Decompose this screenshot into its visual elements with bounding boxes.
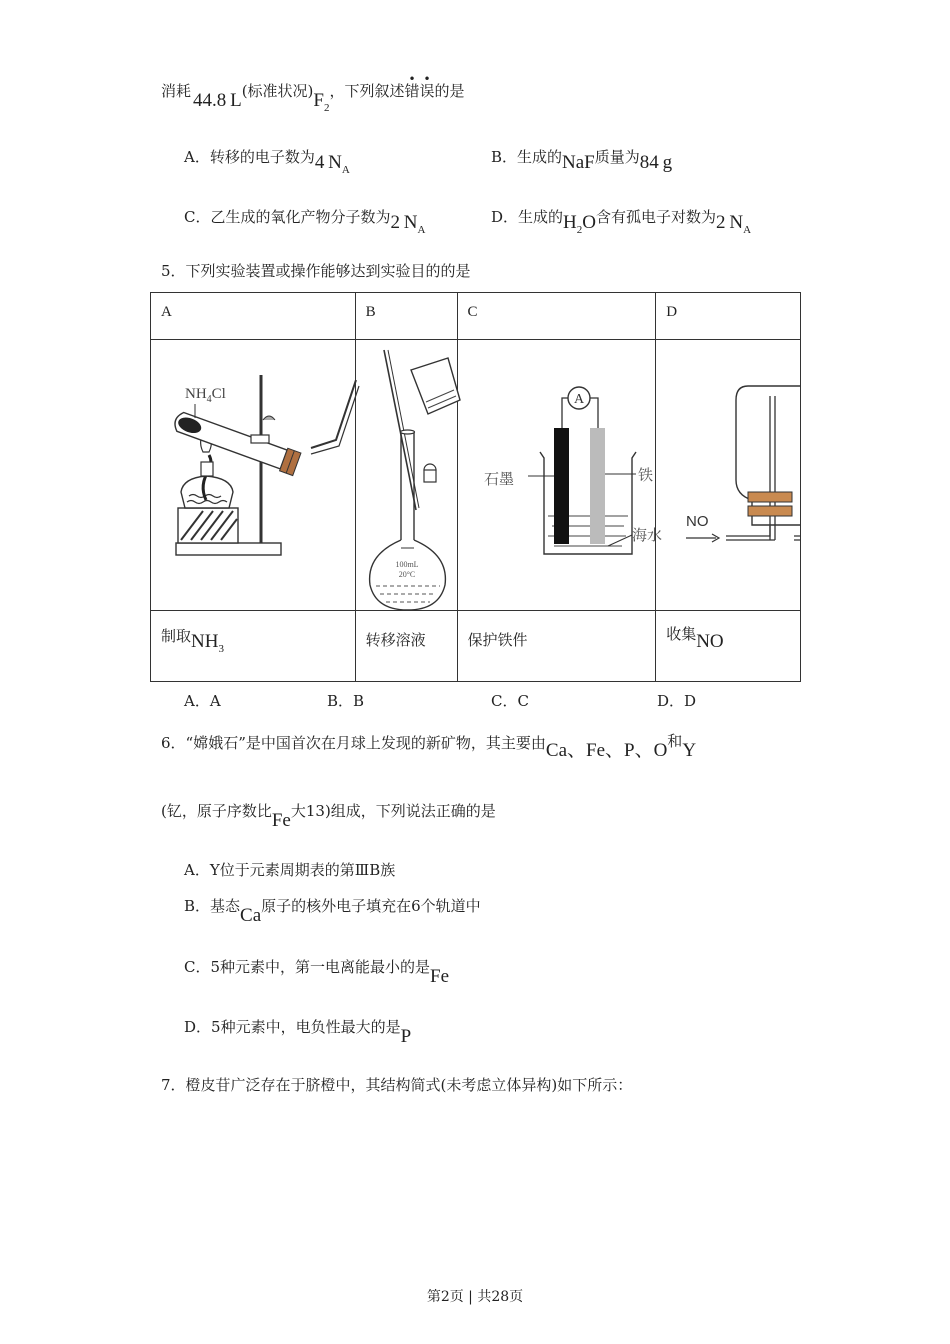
q5-answer-c: C．C: [491, 692, 529, 710]
header-cell-d: D: [656, 293, 801, 340]
q4-option-b: B．生成的NaF质量为84 g: [491, 148, 673, 173]
q5-stem: 5．下列实验装置或操作能够达到实验目的的是: [161, 262, 471, 280]
q6-stem-line1: 6．“嫦娥石”是中国首次在月球上发现的新矿物，其主要由Ca、Fe、P、O和Y: [161, 732, 697, 761]
svg-text:NH4Cl: $NH_4Cl$: [185, 386, 226, 405]
label-cell-b: 转移溶液: [355, 611, 457, 682]
seawater-label: 海水: [631, 526, 662, 544]
q4-option-d: D．生成的$H_2O$含有孤电子对数为2 $N_A$: [491, 208, 752, 236]
q5-answer-b: B．B: [327, 692, 365, 710]
q5-answer-d: D．D: [657, 692, 697, 710]
flask-temp-label: 20°C: [398, 570, 415, 579]
q7-stem: 7．橙皮苷广泛存在于脐橙中，其结构简式(未考虑立体异构)如下所示：: [161, 1076, 633, 1094]
q4-option-c: C．乙生成的氧化产物分子数为2 $N_A$: [184, 208, 426, 236]
flask-volume-label: 100mL: [395, 560, 419, 569]
page-footer: 第2页 | 共28页: [426, 1289, 524, 1305]
q6-stem-line2: (钇，原子序数比Fe大13)组成，下列说法正确的是: [161, 802, 496, 831]
iron-label: 铁: [637, 466, 653, 484]
figure-b-volumetric-flask: [355, 340, 457, 611]
figure-c-protection-cell: [457, 340, 662, 611]
q6-option-a: A．Y位于元素周期表的第ⅢB族: [184, 861, 396, 879]
q6-option-d: D．5种元素中，电负性最大的是P: [184, 1018, 412, 1047]
ammeter-label: A: [573, 392, 584, 407]
figure-d-gas-collection: [656, 340, 801, 611]
label-cell-c: 保护铁件: [457, 611, 656, 682]
q6-option-c: C．5种元素中，第一电离能最小的是Fe: [184, 958, 450, 987]
header-cell-c: C: [457, 293, 656, 340]
q4-stem-tail: 消耗 44.8 L(标准状况)$F_2$，下列叙述错误 • • 的是: [161, 72, 465, 114]
emphasis-text: 错误 • •: [404, 72, 435, 100]
q5-answer-a: A．A: [184, 692, 221, 710]
q6-option-b: B．基态Ca原子的核外电子填充在6个轨道中: [184, 897, 481, 926]
header-cell-a: A: [151, 293, 356, 340]
graphite-label: 石墨: [483, 470, 514, 488]
no-gas-label: NO: [686, 513, 709, 530]
experiment-table: [150, 292, 801, 682]
figure-a-nh3-apparatus: [151, 340, 356, 611]
header-cell-b: B: [355, 293, 457, 340]
q4-option-a: A．转移的电子数为4 $N_A$: [184, 148, 350, 176]
label-cell-a: 制取$NH_3$: [151, 611, 356, 682]
label-cell-d: 收集NO: [656, 611, 801, 682]
figure-label-nh4cl: NH: [185, 386, 207, 402]
